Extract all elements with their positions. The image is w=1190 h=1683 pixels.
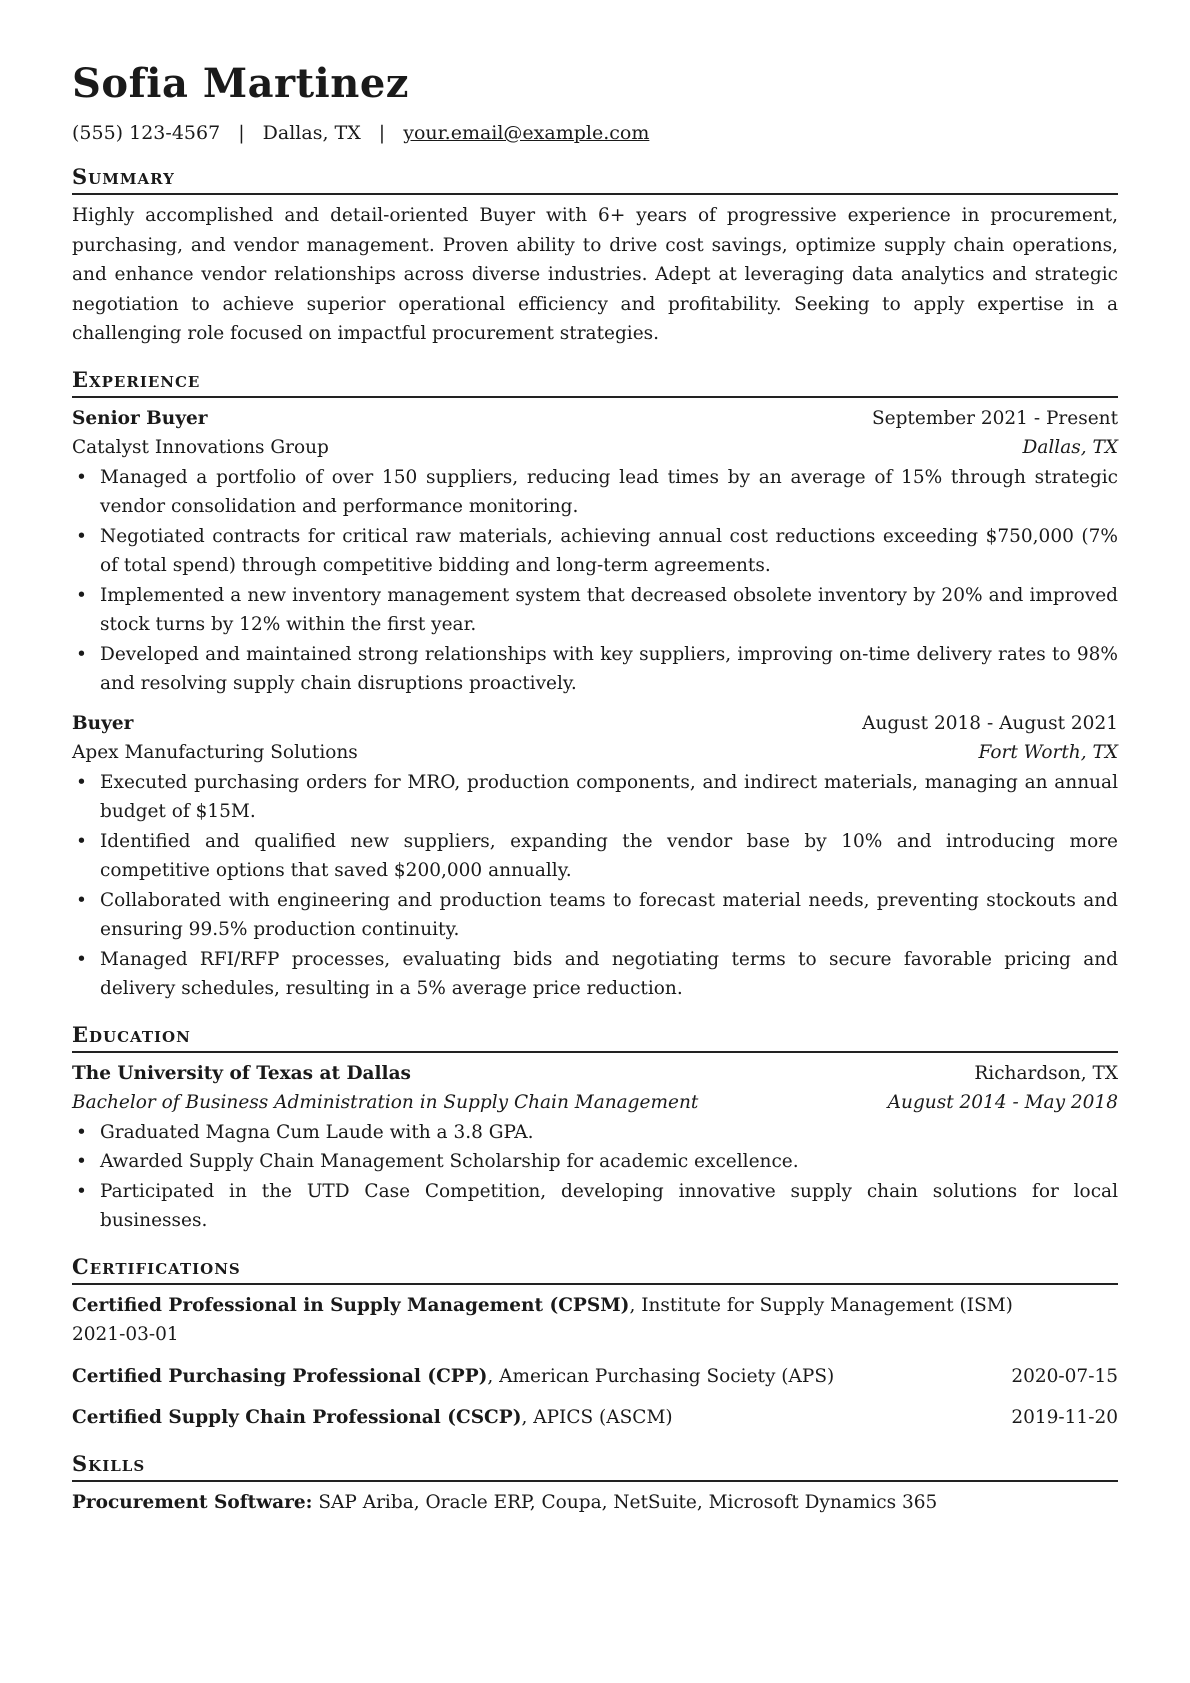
cert-date: 2019-11-20	[1011, 1407, 1118, 1428]
job-role: Buyer	[72, 712, 134, 734]
candidate-name: Sofia Martinez	[72, 60, 409, 107]
skills-section	[72, 1451, 1118, 1518]
bullet-item: • Participated in the UTD Case Competition, developing innovative supply chain solutions for local businesses.	[100, 1177, 1118, 1236]
bullet-item: • Negotiated contracts for critical raw materials, achieving annual cost reductions exceeding $750,000 (7% of total spend) through competitive bidding and long-term agreements.	[100, 522, 1118, 581]
job-dates: September 2021 - Present	[871, 407, 1118, 429]
bullet-item: • Graduated Magna Cum Laude with a 3.8 GPA.	[100, 1118, 1118, 1148]
job-entry	[72, 404, 1118, 699]
job-location: Dallas, TX	[1022, 437, 1118, 458]
certifications-section	[72, 1254, 1118, 1433]
skills-value: SAP Ariba, Oracle ERP, Coupa, NetSuite, Microsoft Dynamics 365	[312, 1491, 938, 1513]
cert-date: 2020-07-15	[1011, 1365, 1118, 1387]
certification-item	[72, 1403, 1118, 1433]
cert-issuer: , Institute for Supply Management (ISM)	[629, 1294, 1013, 1316]
bullet-item: • Implemented a new inventory management system that decreased obsolete inventory by 20% and improved stock turns by 12% within the first year.	[100, 581, 1118, 640]
email-link[interactable]: your.email@example.com	[403, 122, 650, 144]
cert-name: Certified Purchasing Professional (CPP)	[72, 1365, 488, 1387]
cert-name: Certified Supply Chain Professional (CSCP)	[72, 1407, 522, 1428]
separator: |	[238, 122, 245, 144]
summary-section	[72, 164, 1118, 349]
section-title-education: Education	[72, 1022, 1118, 1053]
cert-issuer: , APICS (ASCM)	[521, 1407, 673, 1428]
job-entry	[72, 709, 1118, 1004]
job-dates: August 2018 - August 2021	[862, 712, 1118, 734]
experience-section	[72, 367, 1118, 1004]
school-name: The University of Texas at Dallas	[72, 1062, 411, 1084]
cert-name: Certified Professional in Supply Management (CPSM)	[72, 1294, 630, 1316]
bullet-item: • Developed and maintained strong relationships with key suppliers, improving on-time delivery rates to 98% and resolving supply chain disruptions proactively.	[100, 640, 1118, 699]
job-company: Catalyst Innovations Group	[72, 437, 329, 458]
education-section	[72, 1022, 1118, 1236]
bullet-item: • Managed RFI/RFP processes, evaluating bids and negotiating terms to secure favorable pricing and delivery schedules, resulting in a 5% average price reduction.	[100, 945, 1118, 1004]
job-bullets	[72, 768, 1118, 1004]
cert-issuer: , American Purchasing Society (APS)	[487, 1365, 835, 1387]
phone: (555) 123-4567	[72, 122, 221, 144]
bullet-item: • Identified and qualified new suppliers, expanding the vendor base by 10% and introducing more competitive options that saved $200,000 annually.	[100, 827, 1118, 886]
education-bullets	[72, 1118, 1118, 1236]
summary-text: Highly accomplished and detail-oriented Buyer with 6+ years of progressive experience in procurement, purchasing, and vendor management. Proven ability to drive cost savings, optimize supply chain operations, and enhance vendor relationships across diverse industries. Adept at leveraging data analytics and strategic negotiation to achieve superior operational efficiency and profitability. Seeking to apply expertise in a challenging role focused on impactful procurement strategies.	[72, 205, 1118, 344]
school-location: Richardson, TX	[974, 1062, 1118, 1084]
section-title-summary: Summary	[72, 164, 1118, 195]
job-company: Apex Manufacturing Solutions	[72, 742, 358, 763]
certification-item	[72, 1362, 1118, 1392]
education-dates: August 2014 - May 2018	[887, 1092, 1118, 1113]
location: Dallas, TX	[262, 122, 361, 144]
skills-line	[72, 1488, 1118, 1518]
section-title-skills: Skills	[72, 1451, 1118, 1482]
bullet-item: • Awarded Supply Chain Management Scholarship for academic excellence.	[100, 1147, 1118, 1177]
job-role: Senior Buyer	[72, 407, 208, 429]
degree: Bachelor of Business Administration in Supply Chain Management	[72, 1092, 699, 1113]
job-location: Fort Worth, TX	[978, 742, 1118, 763]
bullet-item: • Collaborated with engineering and production teams to forecast material needs, preventing stockouts and ensuring 99.5% production continuity.	[100, 886, 1118, 945]
contact-line	[72, 120, 1118, 146]
job-bullets	[72, 463, 1118, 699]
skills-label: Procurement Software:	[72, 1491, 313, 1513]
section-title-experience: Experience	[72, 367, 1118, 398]
certification-item	[72, 1291, 1118, 1350]
section-title-certifications: Certifications	[72, 1254, 1118, 1285]
separator: |	[378, 122, 386, 144]
bullet-item: • Managed a portfolio of over 150 suppliers, reducing lead times by an average of 15% through strategic vendor consolidation and performance monitoring.	[100, 463, 1118, 522]
bullet-item: • Executed purchasing orders for MRO, production components, and indirect materials, managing an annual budget of $15M.	[100, 768, 1118, 827]
cert-date: 2021-03-01	[72, 1324, 179, 1345]
